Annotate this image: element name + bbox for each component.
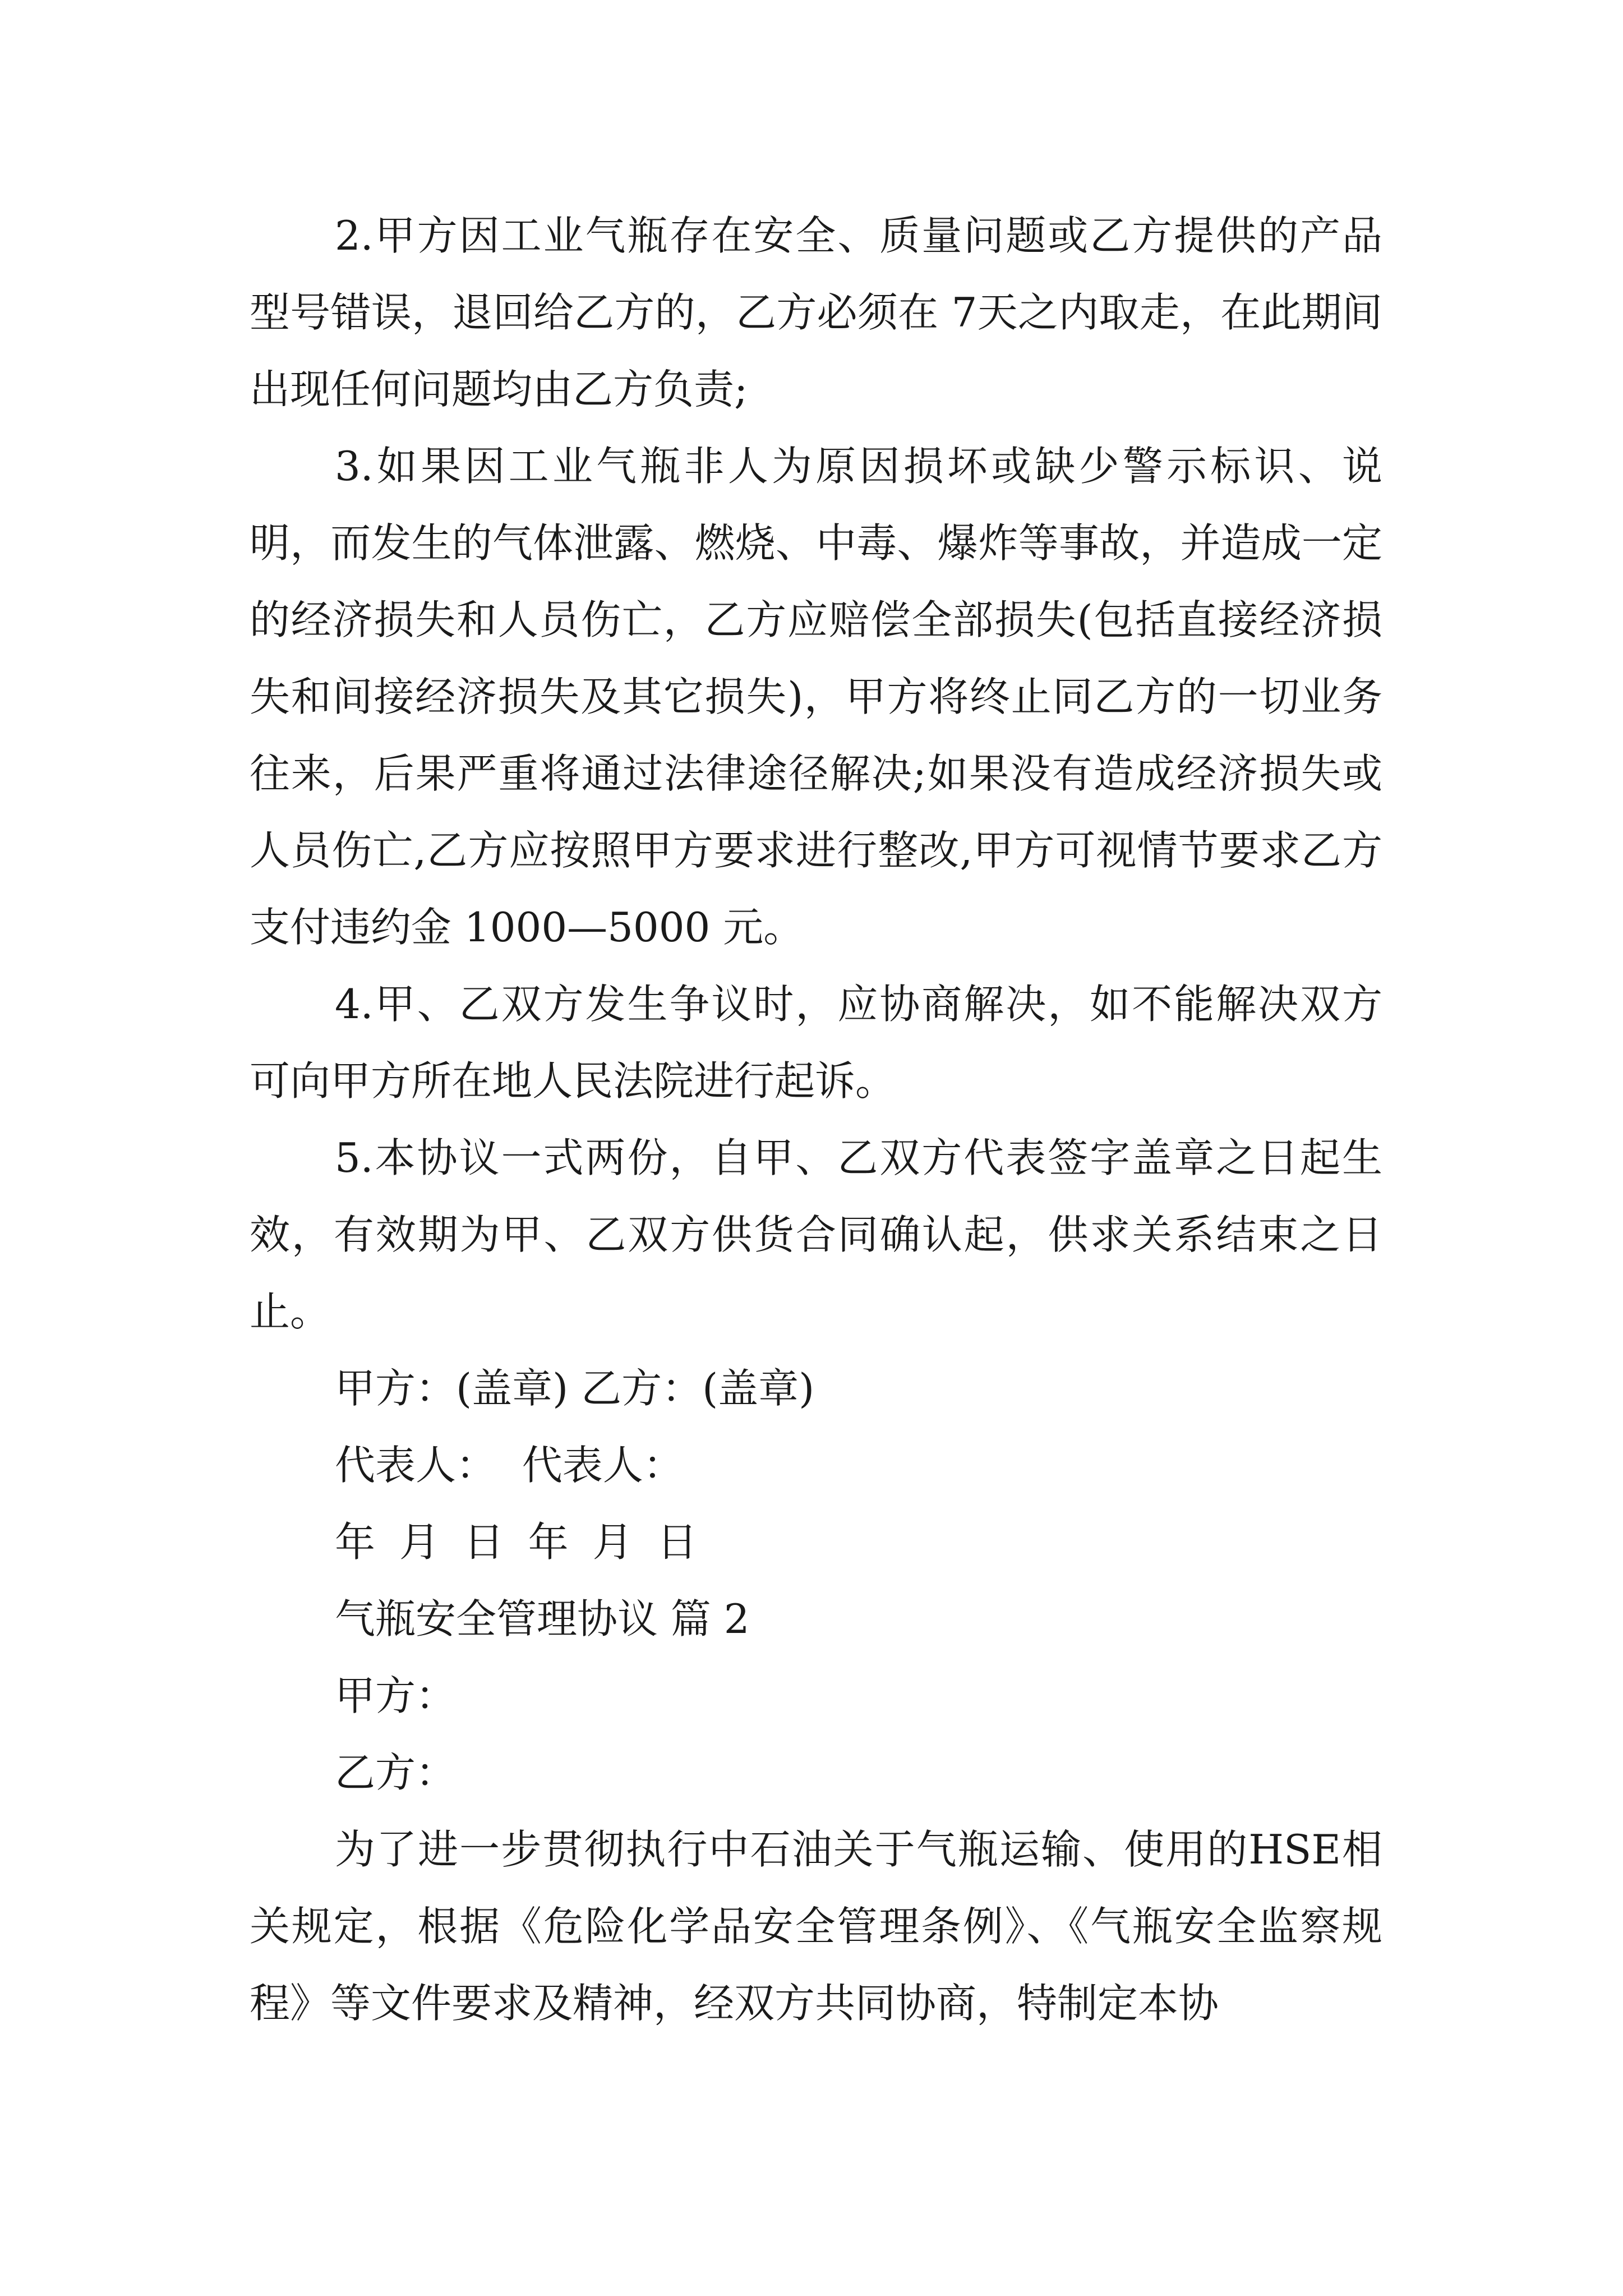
date-line: 年 月 日 年 月 日 <box>335 1519 698 1566</box>
party-b-label: 乙方： <box>335 1749 457 1796</box>
section-title: 气瓶安全管理协议 篇 2 <box>335 1595 750 1642</box>
clause-3: 3.如果因工业气瓶非人为原因损坏或缺少警示标识、说明，而发生的气体泄露、燃烧、中毒、爆炸等事故，并造成一定的经济损失和人员伤亡，乙方应赔偿全部损失(包括直接经济损失和间接经济损失及其它损失)，甲方将终止同乙方的一切业务往来，后果严重将通过法律途径解决;如果没有造成经济损失或人员伤亡,乙方应按照甲方要求进行整改,甲方可视情节要求乙方支付违约金 1000—5000 元。 <box>250 443 1382 951</box>
representative-line: 代表人： 代表人： <box>335 1442 684 1489</box>
seal-line: 甲方：(盖章) 乙方：(盖章) <box>335 1365 815 1412</box>
document-body <box>250 197 1382 2042</box>
clause-2: 2.甲方因工业气瓶存在安全、质量问题或乙方提供的产品型号错误，退回给乙方的，乙方必须在 7天之内取走，在此期间出现任何问题均由乙方负责; <box>250 212 1382 413</box>
clause-4: 4.甲、乙双方发生争议时，应协商解决，如不能解决双方可向甲方所在地人民法院进行起诉。 <box>250 981 1382 1105</box>
section-intro: 为了进一步贯彻执行中石油关于气瓶运输、使用的HSE相关规定，根据《危险化学品安全管理条例》、《气瓶安全监察规程》等文件要求及精神，经双方共同协商，特制定本协 <box>250 1826 1382 2027</box>
party-a-label: 甲方： <box>335 1672 457 1719</box>
clause-5: 5.本协议一式两份，自甲、乙双方代表签字盖章之日起生效，有效期为甲、乙双方供货合同确认起，供求关系结束之日止。 <box>250 1134 1382 1335</box>
